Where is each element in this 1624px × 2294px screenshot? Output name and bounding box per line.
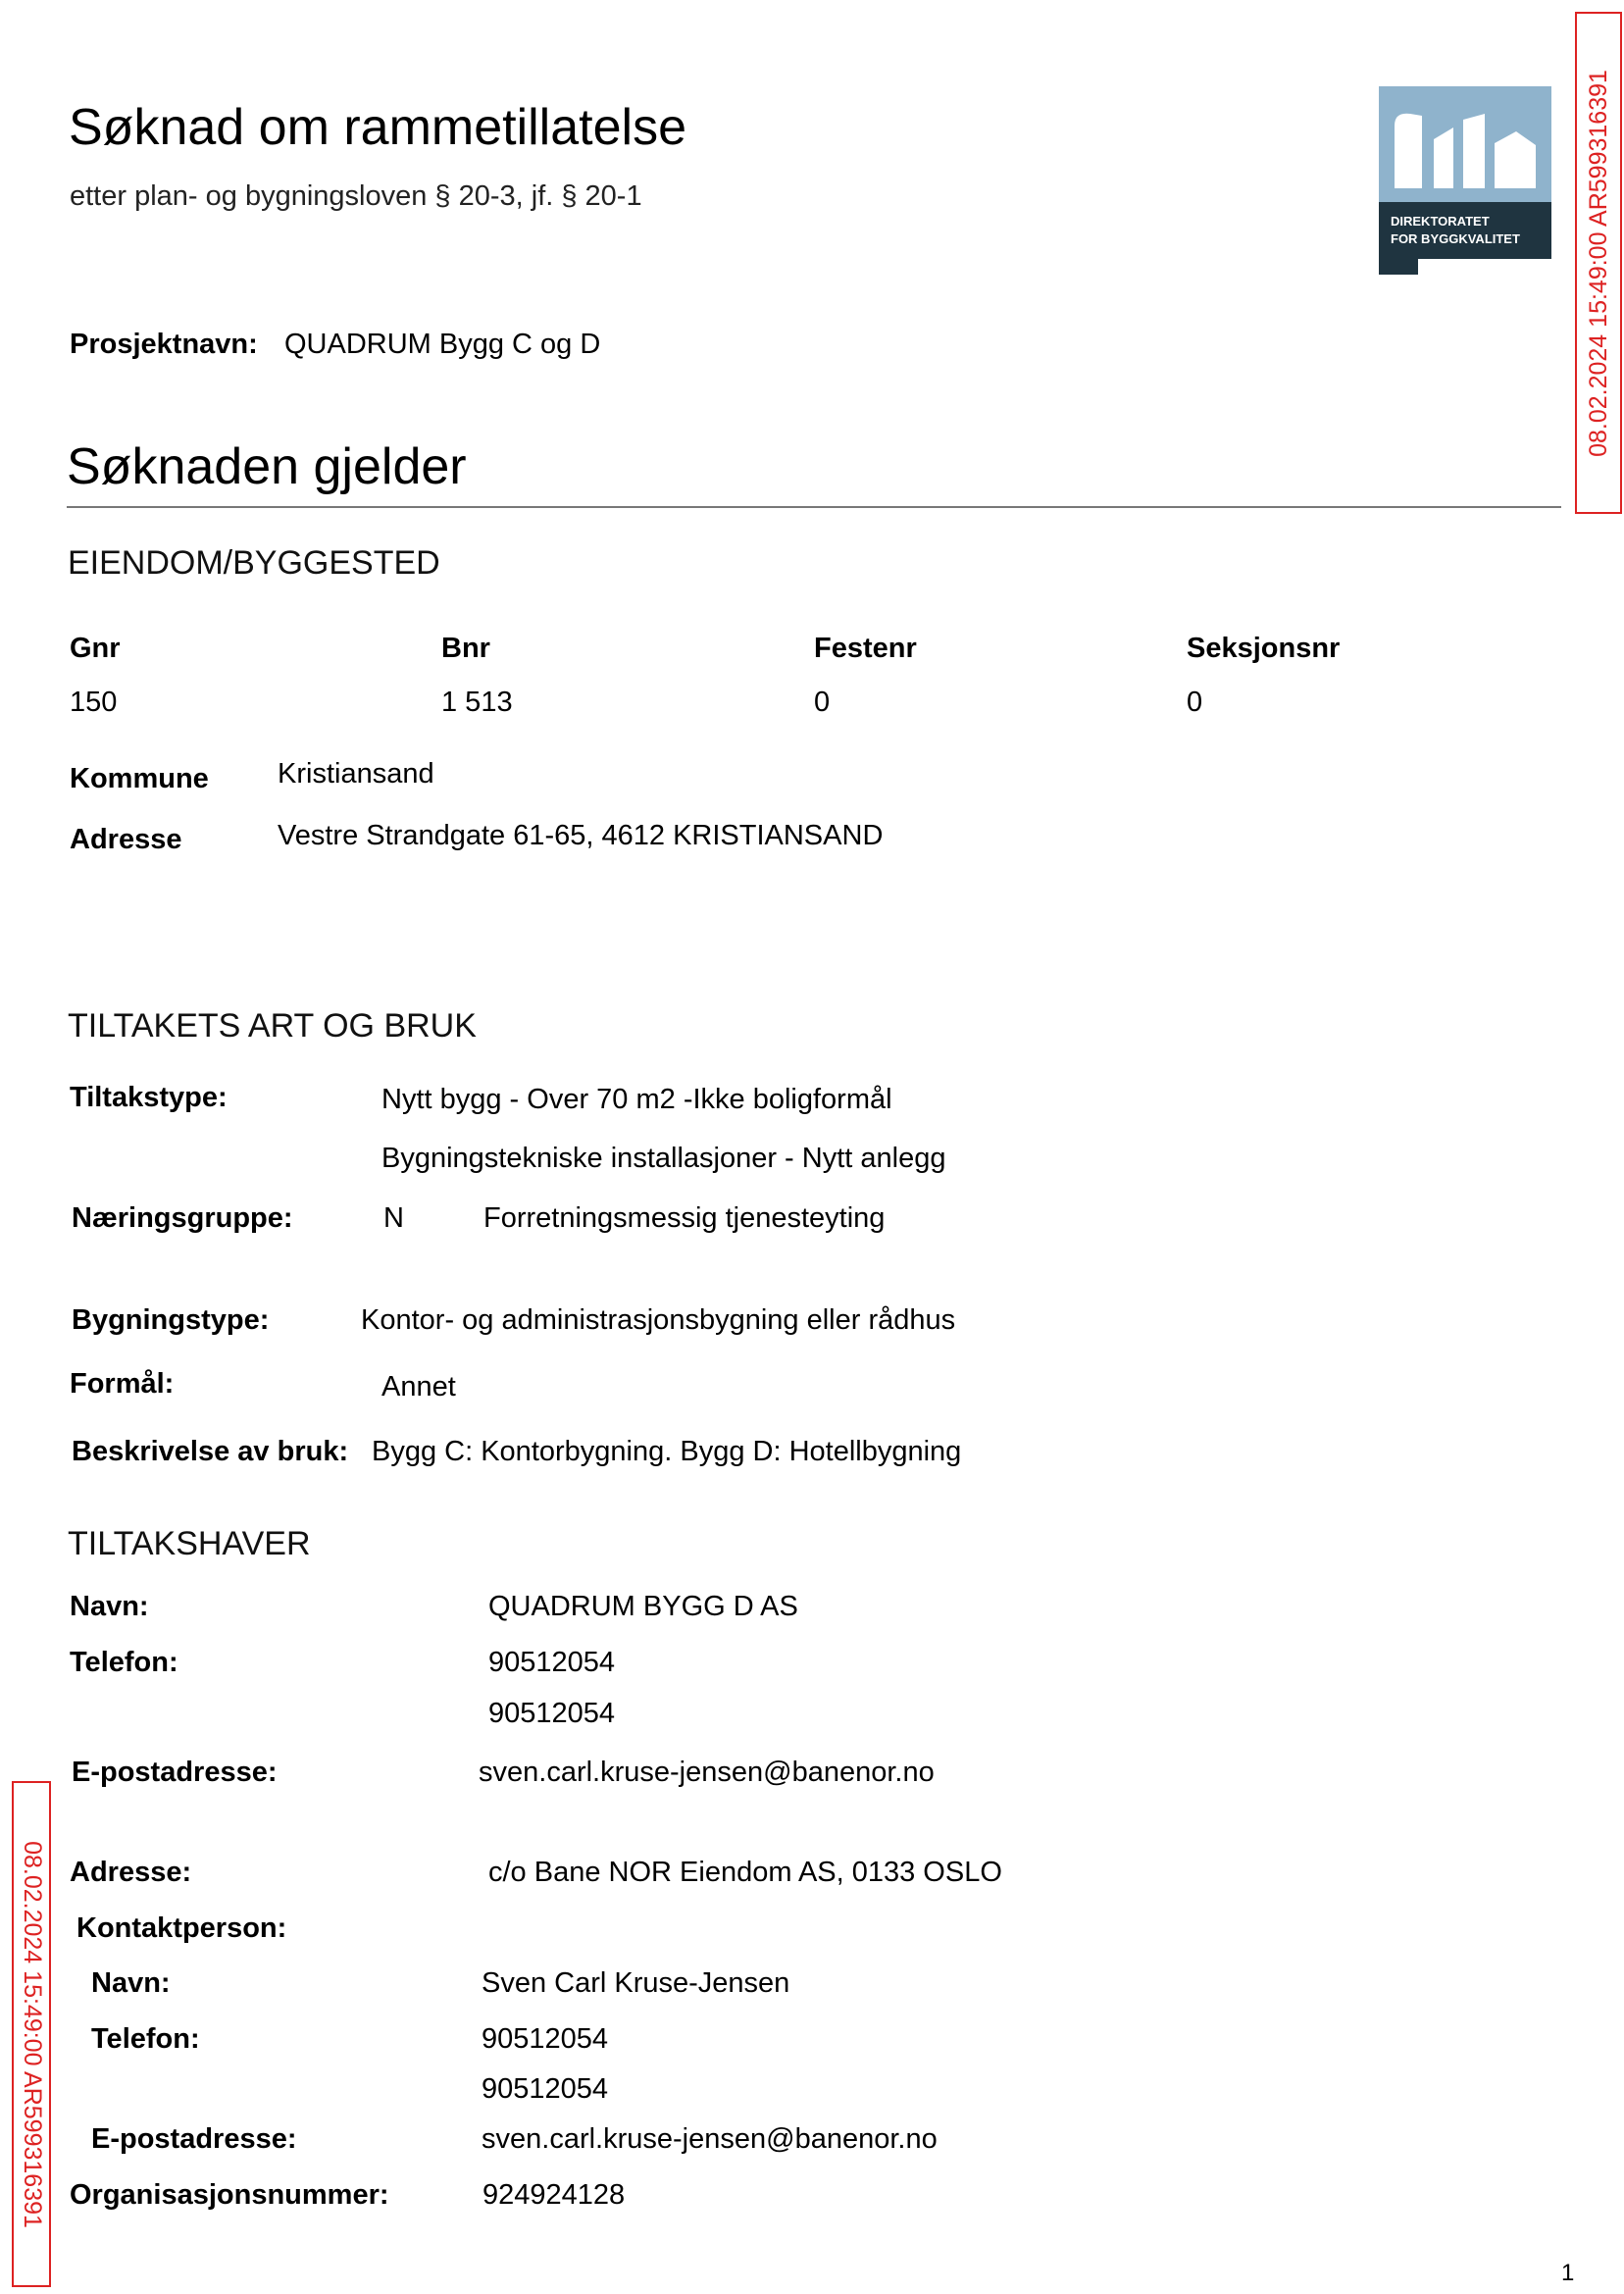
kontakt-epost-label: E-postadresse: [91,2123,297,2155]
section-title-soknaden: Søknaden gjelder [67,438,467,495]
tiltakshaver-epost: sven.carl.kruse-jensen@banenor.no [479,1757,935,1788]
kontakt-navn: Sven Carl Kruse-Jensen [482,1967,790,1999]
logo-text-line2: FOR BYGGKVALITET [1391,231,1520,246]
kontaktperson-label: Kontaktperson: [76,1912,287,1944]
tiltakshaver-telefon-1: 90512054 [488,1647,616,1678]
naeringsgruppe-code: N [383,1202,404,1234]
value-seksjonsnr: 0 [1187,687,1203,718]
stamp-text-top: 08.02.2024 15:49:00 AR599316391 [1584,69,1612,457]
received-stamp-top [1575,12,1622,514]
organisasjonsnummer-value: 924924128 [482,2179,626,2211]
kontakt-epost: sven.carl.kruse-jensen@banenor.no [482,2123,938,2155]
kommune-value: Kristiansand [278,758,434,790]
naeringsgruppe-label: Næringsgruppe: [72,1202,293,1234]
received-stamp-bottom [12,1781,51,2287]
kontakt-telefon-label: Telefon: [91,2023,200,2055]
tiltakshaver-adresse: c/o Bane NOR Eiendom AS, 0133 OSLO [488,1857,1002,1888]
value-festenr: 0 [814,687,831,718]
kontakt-navn-label: Navn: [91,1967,171,1999]
bygningstype-label: Bygningstype: [72,1304,270,1336]
logo-text-line1: DIREKTORATET [1391,214,1490,229]
tiltakshaver-telefon-label: Telefon: [70,1647,178,1678]
bygningstype-value: Kontor- og administrasjonsbygning eller rådhus [361,1304,956,1336]
section-divider [67,506,1561,508]
adresse-label: Adresse [70,824,182,855]
col-gnr: Gnr [70,633,121,664]
tiltakstype-label: Tiltakstype: [70,1082,228,1113]
project-label: Prosjektnavn: [70,329,258,360]
tiltakshaver-adresse-label: Adresse: [70,1857,192,1888]
document-title: Søknad om rammetillatelse [69,99,686,156]
kontakt-telefon-1: 90512054 [482,2023,609,2055]
col-bnr: Bnr [441,633,490,664]
col-festenr: Festenr [814,633,917,664]
kontakt-telefon-2: 90512054 [482,2073,609,2105]
dibk-logo [1379,86,1551,275]
adresse-value: Vestre Strandgate 61-65, 4612 KRISTIANSAND [278,820,884,851]
col-seksjonsnr: Seksjonsnr [1187,633,1341,664]
organisasjonsnummer-label: Organisasjonsnummer: [70,2179,389,2211]
formal-label: Formål: [70,1368,175,1400]
tiltakstype-value-2: Bygningstekniske installasjoner - Nytt anlegg [381,1143,946,1174]
project-name: QUADRUM Bygg C og D [284,329,601,360]
beskrivelse-label: Beskrivelse av bruk: [72,1436,349,1467]
page-number: 1 [1561,2260,1575,2286]
stamp-text-bottom: 08.02.2024 15:49:00 AR599316391 [18,1840,46,2228]
beskrivelse-value: Bygg C: Kontorbygning. Bygg D: Hotellbygning [372,1436,962,1467]
tiltakshaver-epost-label: E-postadresse: [72,1757,278,1788]
tiltakshaver-navn-label: Navn: [70,1591,149,1622]
heading-tiltak: TILTAKETS ART OG BRUK [68,1007,477,1045]
heading-tiltakshaver: TILTAKSHAVER [68,1525,311,1562]
document-subtitle: etter plan- og bygningsloven § 20-3, jf. § 20-1 [70,180,642,212]
value-bnr: 1 513 [441,687,513,718]
kommune-label: Kommune [70,763,209,794]
tiltakshaver-navn: QUADRUM BYGG D AS [488,1591,798,1622]
naeringsgruppe-value: Forretningsmessig tjenesteyting [483,1202,886,1234]
tiltakshaver-telefon-2: 90512054 [488,1698,616,1729]
value-gnr: 150 [70,687,118,718]
heading-eiendom: EIENDOM/BYGGESTED [68,544,440,582]
tiltakstype-value-1: Nytt bygg - Over 70 m2 -Ikke boligformål [381,1084,892,1115]
formal-value: Annet [381,1371,456,1402]
